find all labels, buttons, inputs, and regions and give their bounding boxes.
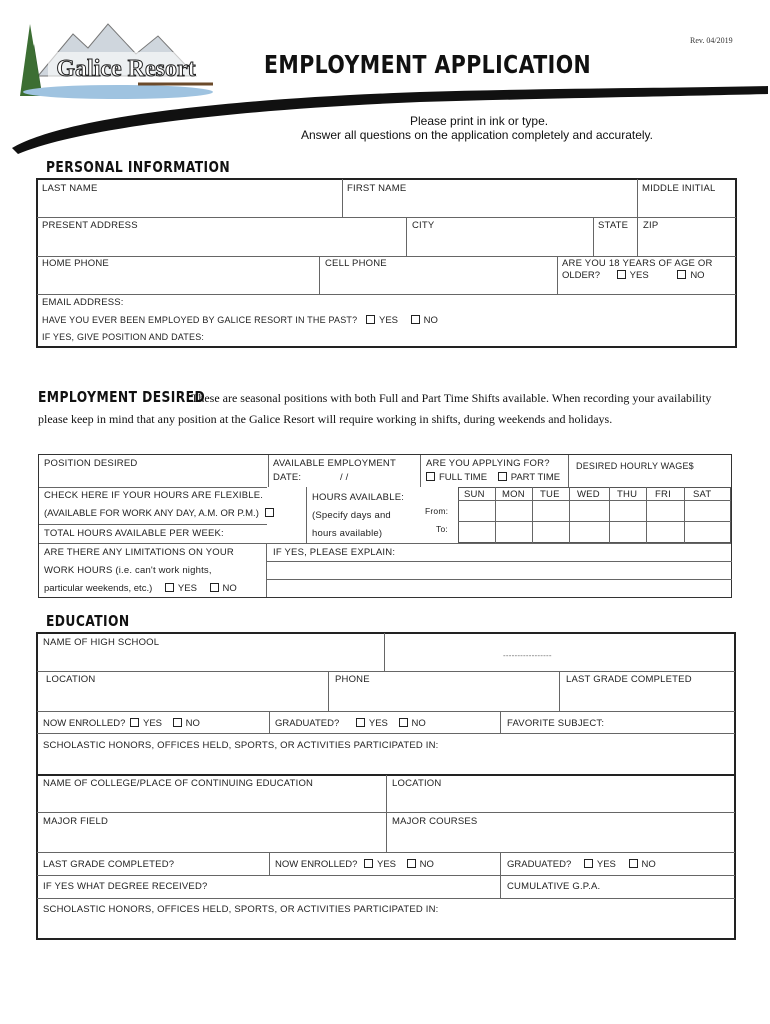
employment-section-title: EMPLOYMENT DESIRED (38, 388, 206, 406)
college-enrolled-no-checkbox[interactable] (407, 859, 416, 868)
age-no-label: NO (690, 270, 705, 281)
education-section-title: EDUCATION (46, 612, 130, 630)
age-yes-checkbox[interactable] (617, 270, 626, 279)
employed-before-question: HAVE YOU EVER BEEN EMPLOYED BY GALICE RESORT IN THE PAST? (42, 315, 358, 325)
part-time-label: PART TIME (510, 472, 561, 483)
position-dates-field[interactable]: IF YES, GIVE POSITION AND DATES: (42, 332, 205, 342)
header-swoosh (0, 80, 770, 160)
limitations-options (44, 583, 237, 594)
age-question-line-1: ARE YOU 18 YEARS OF AGE OR (562, 258, 713, 269)
specify-days-label: (Specify days and (312, 510, 391, 521)
high-school-field[interactable]: NAME OF HIGH SCHOOL (43, 637, 160, 648)
college-honors-field[interactable]: SCHOLASTIC HONORS, OFFICES HELD, SPORTS, OR ACTIVITIES PARTICIPATED IN: (43, 904, 439, 915)
hs-graduated-yes-checkbox[interactable] (356, 718, 365, 727)
email-field[interactable]: EMAIL ADDRESS: (42, 297, 124, 308)
full-time-checkbox[interactable] (426, 472, 435, 481)
college-graduated-yes-label: YES (596, 859, 616, 870)
college-enrolled-row (275, 859, 434, 870)
flexible-hours-label: CHECK HERE IF YOUR HOURS ARE FLEXIBLE. (44, 490, 264, 501)
college-enrolled-no-label: NO (419, 859, 434, 870)
college-graduated-no-checkbox[interactable] (629, 859, 638, 868)
day-header-tue: TUE (540, 489, 560, 500)
limitations-yes-label: YES (177, 583, 197, 594)
high-school-dashes: ----------------- (503, 651, 552, 660)
revision-label: Rev. 04/2019 (690, 36, 733, 45)
college-graduated-no-label: NO (641, 859, 656, 870)
college-name-field[interactable]: NAME OF COLLEGE/PLACE OF CONTINUING EDUCATION (43, 778, 314, 789)
age-question-line-2: OLDER? (562, 270, 601, 281)
hourly-wage-field[interactable]: DESIRED HOURLY WAGE$ (576, 461, 694, 471)
personal-section-title: PERSONAL INFORMATION (46, 158, 231, 176)
state-field[interactable]: STATE (598, 220, 629, 231)
hs-enrolled-label: NOW ENROLLED? (43, 718, 126, 729)
city-field[interactable]: CITY (412, 220, 435, 231)
available-any-label: (AVAILABLE FOR WORK ANY DAY, A.M. OR P.M.) (44, 508, 259, 519)
zip-field[interactable]: ZIP (643, 220, 659, 231)
limitations-no-checkbox[interactable] (210, 583, 219, 592)
flexible-hours-checkbox[interactable] (265, 508, 274, 517)
day-header-sat: SAT (693, 489, 712, 500)
hs-honors-field[interactable]: SCHOLASTIC HONORS, OFFICES HELD, SPORTS, OR ACTIVITIES PARTICIPATED IN: (43, 740, 439, 751)
middle-initial-field[interactable]: MIDDLE INITIAL (642, 183, 716, 194)
day-header-thu: THU (617, 489, 638, 500)
college-last-grade-field[interactable]: LAST GRADE COMPLETED? (43, 859, 175, 870)
to-label: To: (436, 524, 448, 534)
limitations-no-label: NO (222, 583, 237, 594)
position-desired-field[interactable]: POSITION DESIRED (44, 458, 138, 469)
day-header-wed: WED (577, 489, 600, 500)
hs-location-field[interactable]: LOCATION (46, 674, 96, 685)
logo-text: Galice Resort (56, 56, 196, 82)
instruction-line-1: Please print in ink or type. (410, 114, 549, 128)
available-any-row (44, 508, 278, 519)
hs-phone-field[interactable]: PHONE (335, 674, 370, 685)
present-address-field[interactable]: PRESENT ADDRESS (42, 220, 138, 231)
part-time-checkbox[interactable] (498, 472, 507, 481)
total-hours-field[interactable]: TOTAL HOURS AVAILABLE PER WEEK: (44, 528, 224, 539)
hs-graduated-label: GRADUATED? (275, 718, 340, 729)
limitations-line-1: ARE THERE ANY LIMITATIONS ON YOUR (44, 547, 234, 558)
college-graduated-row (507, 859, 656, 870)
day-header-fri: FRI (655, 489, 671, 500)
hs-enrolled-row (43, 718, 200, 729)
college-location-field[interactable]: LOCATION (392, 778, 442, 789)
major-field[interactable]: MAJOR FIELD (43, 816, 109, 827)
hs-last-grade-field[interactable]: LAST GRADE COMPLETED (566, 674, 692, 685)
degree-field[interactable]: IF YES WHAT DEGREE RECEIVED? (43, 881, 208, 892)
day-header-mon: MON (502, 489, 525, 500)
full-time-label: FULL TIME (439, 472, 488, 483)
favorite-subject-field[interactable]: FAVORITE SUBJECT: (507, 718, 605, 729)
employed-yes-checkbox[interactable] (366, 315, 375, 324)
college-graduated-label: GRADUATED? (507, 859, 572, 870)
applying-for-label: ARE YOU APPLYING FOR? (426, 458, 550, 469)
employed-yes-label: YES (379, 315, 399, 326)
first-name-field[interactable]: FIRST NAME (347, 183, 407, 194)
hs-enrolled-yes-label: YES (143, 718, 163, 729)
college-enrolled-yes-label: YES (377, 859, 397, 870)
age-question-row (562, 270, 705, 281)
employment-intro-1: These are seasonal positions with both Full and Part Time Shifts available. When recording your availability (191, 391, 712, 405)
home-phone-field[interactable]: HOME PHONE (42, 258, 109, 269)
explain-field[interactable]: IF YES, PLEASE EXPLAIN: (273, 547, 396, 558)
hours-available-paren-label: hours available) (312, 528, 383, 539)
hs-enrolled-no-label: NO (185, 718, 200, 729)
page-title: EMPLOYMENT APPLICATION (264, 50, 592, 79)
hours-available-label: HOURS AVAILABLE: (312, 492, 405, 503)
available-date-field[interactable]: / / (340, 472, 349, 483)
instruction-line-2: Answer all questions on the application completely and accurately. (301, 128, 653, 142)
day-header-sun: SUN (464, 489, 485, 500)
college-graduated-yes-checkbox[interactable] (584, 859, 593, 868)
employment-intro-2: please keep in mind that any position at the Galice Resort will require working in shifts, during weekends and holidays. (38, 412, 613, 426)
hs-graduated-yes-label: YES (368, 718, 388, 729)
employed-no-checkbox[interactable] (411, 315, 420, 324)
hs-graduated-no-label: NO (411, 718, 426, 729)
from-label: From: (425, 506, 449, 516)
hs-graduated-no-checkbox[interactable] (399, 718, 408, 727)
age-yes-label: YES (629, 270, 649, 281)
hs-graduated-row (275, 718, 426, 729)
college-enrolled-yes-checkbox[interactable] (364, 859, 373, 868)
hs-enrolled-yes-checkbox[interactable] (130, 718, 139, 727)
college-enrolled-label: NOW ENROLLED? (275, 859, 358, 870)
hs-enrolled-no-checkbox[interactable] (173, 718, 182, 727)
limitations-line-3: particular weekends, etc.) (44, 583, 153, 594)
last-name-field[interactable]: LAST NAME (42, 183, 98, 194)
employed-no-label: NO (423, 315, 438, 326)
employed-before-options (360, 315, 438, 326)
available-date-label: DATE: (273, 472, 302, 483)
limitations-line-2: WORK HOURS (i.e. can't work nights, (44, 565, 212, 576)
applying-for-options (420, 472, 560, 483)
major-courses-field[interactable]: MAJOR COURSES (392, 816, 478, 827)
cell-phone-field[interactable]: CELL PHONE (325, 258, 387, 269)
limitations-yes-checkbox[interactable] (165, 583, 174, 592)
age-no-checkbox[interactable] (677, 270, 686, 279)
available-employment-label: AVAILABLE EMPLOYMENT (273, 458, 396, 469)
gpa-field[interactable]: CUMULATIVE G.P.A. (507, 881, 601, 892)
